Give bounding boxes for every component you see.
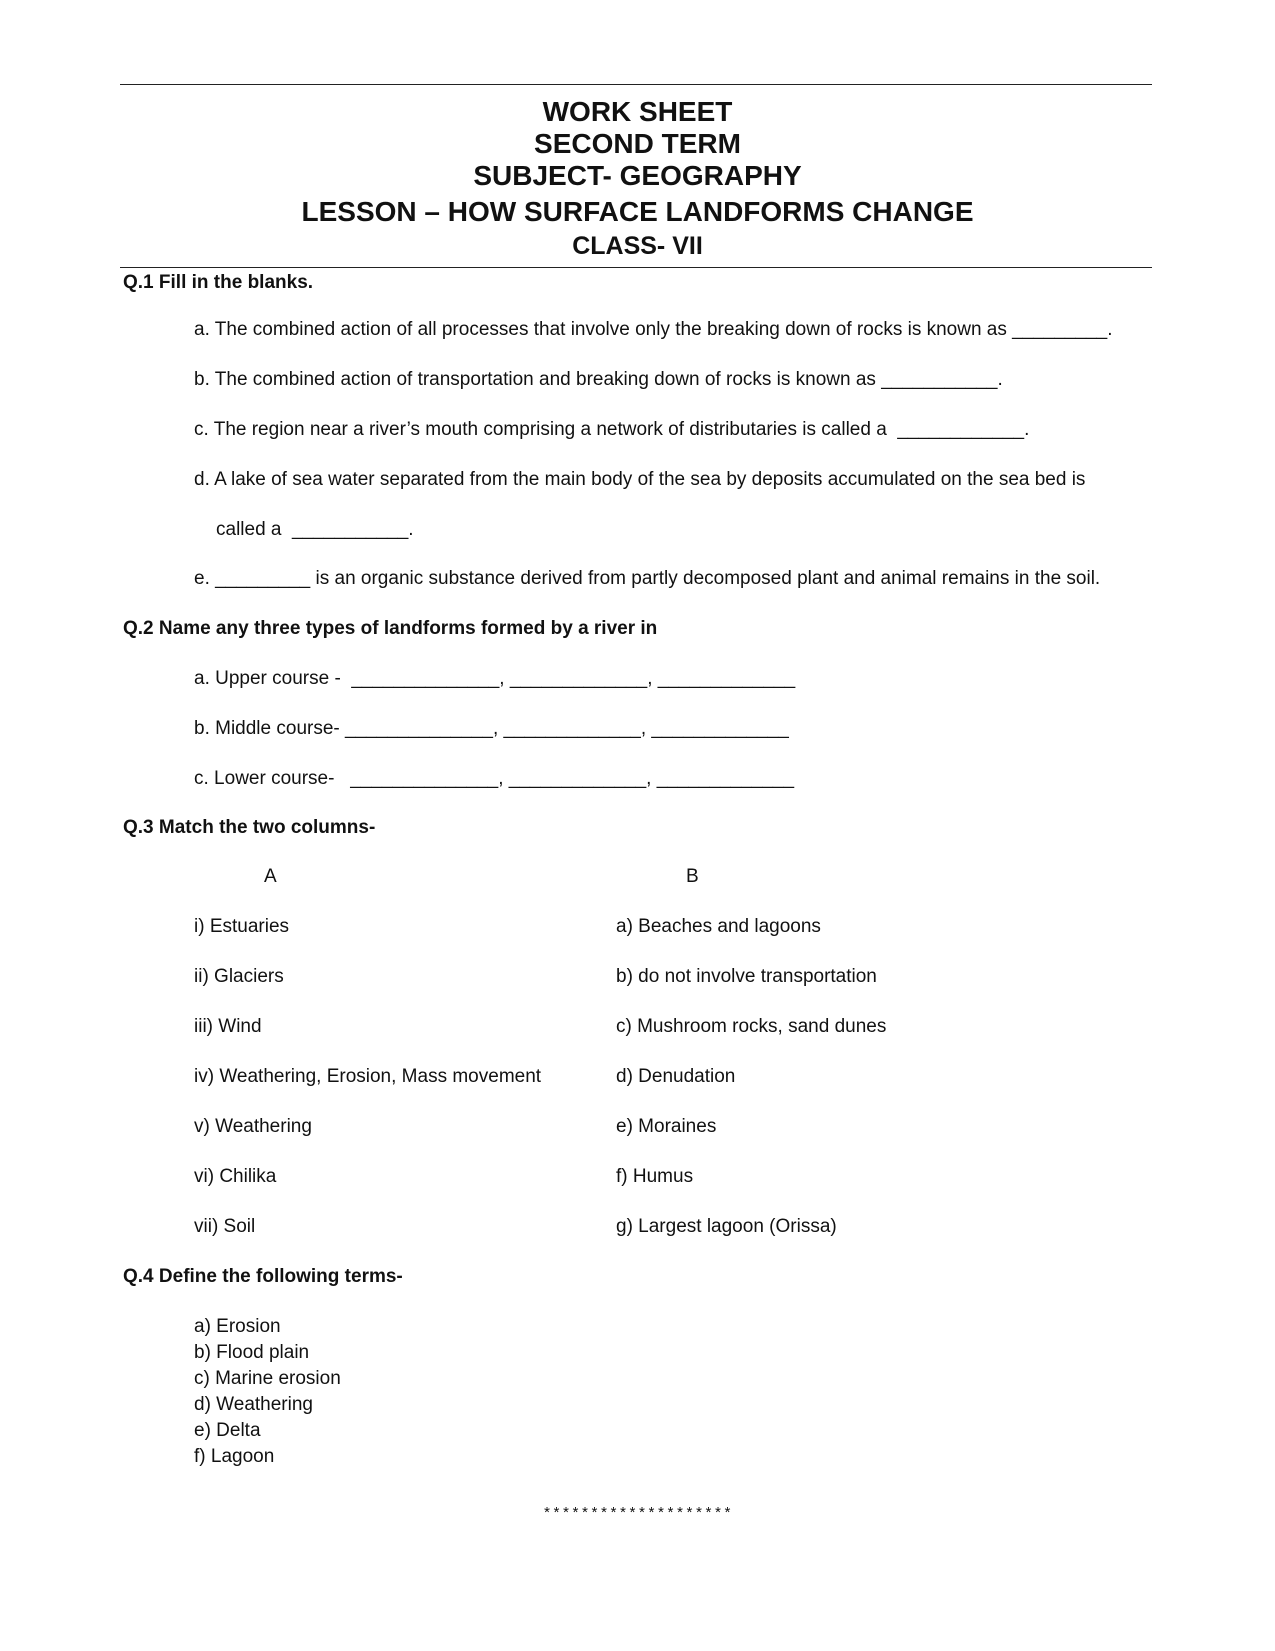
match-a-item: i) Estuaries [194, 916, 290, 937]
end-marker: ******************** [542, 1506, 733, 1523]
q4-term: f) Lagoon [194, 1446, 275, 1467]
q2-item-a: a. Upper course - ______________, _____________, _____________ [194, 668, 796, 689]
q1-item-d: d. A lake of sea water separated from the main body of the sea by deposits accumulated on the sea bed is [194, 469, 1086, 490]
q4-term: c) Marine erosion [194, 1368, 341, 1389]
q4-term: a) Erosion [194, 1316, 281, 1337]
q4-term: e) Delta [194, 1420, 261, 1441]
q1-item-e: e. _________ is an organic substance derived from partly decomposed plant and animal remains in the soil. [194, 568, 1101, 589]
top-rule [120, 84, 1152, 85]
match-a-item: iv) Weathering, Erosion, Mass movement [194, 1066, 542, 1087]
match-a-item: ii) Glaciers [194, 966, 284, 987]
header-rule [120, 267, 1152, 268]
lesson-title: LESSON – HOW SURFACE LANDFORMS CHANGE [301, 196, 974, 227]
match-a-item: vi) Chilika [194, 1166, 277, 1187]
match-a-item: vii) Soil [194, 1216, 256, 1237]
q1-item-a: a. The combined action of all processes that involve only the breaking down of rocks is known as _________. [194, 319, 1113, 340]
term-title: SECOND TERM [534, 128, 741, 159]
q3-heading: Q.3 Match the two columns- [123, 817, 376, 838]
column-b-header: B [686, 866, 699, 887]
match-a-item: iii) Wind [194, 1016, 262, 1037]
q2-item-c: c. Lower course- ______________, _____________, _____________ [194, 768, 795, 789]
q4-term: d) Weathering [194, 1394, 313, 1415]
match-b-item: g) Largest lagoon (Orissa) [616, 1216, 837, 1237]
match-b-item: c) Mushroom rocks, sand dunes [616, 1016, 887, 1037]
worksheet-title: WORK SHEET [542, 96, 733, 127]
match-b-item: f) Humus [616, 1166, 694, 1187]
q4-term: b) Flood plain [194, 1342, 310, 1363]
match-b-item: b) do not involve transportation [616, 966, 877, 987]
q4-heading: Q.4 Define the following terms- [123, 1266, 403, 1287]
subject-title: SUBJECT- GEOGRAPHY [473, 160, 802, 191]
class-title: CLASS- VII [572, 232, 703, 260]
match-b-item: d) Denudation [616, 1066, 736, 1087]
q1-item-d-cont: called a ___________. [216, 519, 414, 540]
match-b-item: a) Beaches and lagoons [616, 916, 821, 937]
match-a-item: v) Weathering [194, 1116, 312, 1137]
q1-item-b: b. The combined action of transportation and breaking down of rocks is known as ___________. [194, 369, 1003, 390]
q1-item-c: c. The region near a river’s mouth comprising a network of distributaries is called a ____________. [194, 419, 1030, 440]
q2-item-b: b. Middle course- ______________, _____________, _____________ [194, 718, 789, 739]
q2-heading: Q.2 Name any three types of landforms formed by a river in [123, 618, 658, 639]
match-b-item: e) Moraines [616, 1116, 717, 1137]
column-a-header: A [264, 866, 277, 887]
q1-heading: Q.1 Fill in the blanks. [123, 272, 314, 293]
